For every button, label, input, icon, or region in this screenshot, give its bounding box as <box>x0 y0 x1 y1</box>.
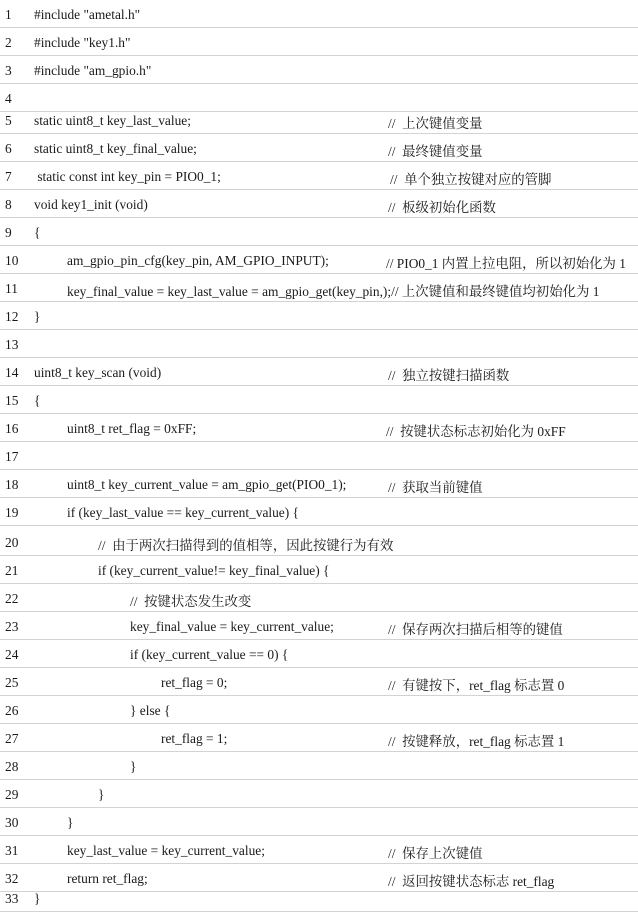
line-number: 16 <box>5 421 19 436</box>
code-line <box>0 162 638 190</box>
code-comment: // 按键释放，ret_flag 标志置 1 <box>388 734 565 749</box>
code-text: ret_flag = 1; <box>161 731 228 746</box>
code-line <box>0 808 638 836</box>
code-comment: // 返回按键状态标志 ret_flag <box>388 874 555 889</box>
line-number: 11 <box>5 281 18 296</box>
code-line <box>0 780 638 808</box>
code-text: uint8_t key_scan (void) <box>34 365 162 380</box>
line-number: 31 <box>5 843 19 858</box>
code-text: key_last_value = key_current_value; <box>67 843 265 858</box>
code-text: key_final_value = key_current_value; <box>130 619 334 634</box>
code-comment: // 有键按下，ret_flag 标志置 0 <box>388 678 565 693</box>
code-comment: // 保存上次键值 <box>388 846 483 861</box>
code-text: ret_flag = 0; <box>161 675 228 690</box>
code-line <box>0 134 638 162</box>
code-text: } <box>130 759 137 774</box>
code-text: if (key_last_value == key_current_value) { <box>67 505 299 520</box>
code-text: } <box>67 815 74 830</box>
code-line <box>0 274 638 302</box>
line-number: 27 <box>5 731 19 746</box>
code-text: am_gpio_pin_cfg(key_pin, AM_GPIO_INPUT); <box>67 253 329 268</box>
code-comment: // 获取当前键值 <box>388 480 483 495</box>
code-line <box>0 302 638 330</box>
line-number: 30 <box>5 815 19 830</box>
code-line <box>0 556 638 584</box>
line-number: 13 <box>5 337 19 352</box>
code-line <box>0 884 638 912</box>
code-text: #include "am_gpio.h" <box>34 63 152 78</box>
line-number: 32 <box>5 871 19 886</box>
code-line <box>0 668 638 696</box>
line-number: 8 <box>5 197 12 212</box>
line-number: 22 <box>5 591 19 606</box>
code-line <box>0 696 638 724</box>
code-text: static const int key_pin = PIO0_1; <box>34 169 221 184</box>
line-number: 9 <box>5 225 12 240</box>
line-number: 4 <box>5 91 12 106</box>
code-text: } <box>34 891 41 906</box>
code-text: // 由于两次扫描得到的值相等，因此按键行为有效 <box>98 538 394 553</box>
code-text: #include "ametal.h" <box>34 7 141 22</box>
code-comment: // 上次键值变量 <box>388 116 483 131</box>
line-number: 25 <box>5 675 19 690</box>
line-number: 26 <box>5 703 19 718</box>
code-line <box>0 0 638 28</box>
code-line <box>0 28 638 56</box>
code-text: { <box>34 393 41 408</box>
code-line <box>0 612 638 640</box>
code-line <box>0 470 638 498</box>
line-number: 19 <box>5 505 19 520</box>
code-line <box>0 330 638 358</box>
code-comment: // 单个独立按键对应的管脚 <box>390 172 552 187</box>
code-line <box>0 498 638 526</box>
code-line <box>0 190 638 218</box>
code-text: void key1_init (void) <box>34 197 148 212</box>
code-line <box>0 414 638 442</box>
line-number: 21 <box>5 563 19 578</box>
code-comment: // 按键状态标志初始化为 0xFF <box>386 424 566 439</box>
line-number: 23 <box>5 619 19 634</box>
code-text: static uint8_t key_last_value; <box>34 113 191 128</box>
code-text: static uint8_t key_final_value; <box>34 141 197 156</box>
code-line <box>0 106 638 134</box>
code-line <box>0 386 638 414</box>
code-text: #include "key1.h" <box>34 35 131 50</box>
code-line <box>0 752 638 780</box>
code-comment: // 独立按键扫描函数 <box>388 368 510 383</box>
line-number: 24 <box>5 647 19 662</box>
code-text: return ret_flag; <box>67 871 148 886</box>
code-text: } <box>34 309 41 324</box>
code-text: if (key_current_value!= key_final_value) { <box>98 563 330 578</box>
line-number: 28 <box>5 759 19 774</box>
code-text: if (key_current_value == 0) { <box>130 647 289 662</box>
line-number: 1 <box>5 7 12 22</box>
code-line <box>0 56 638 84</box>
code-text: // 按键状态发生改变 <box>130 594 252 609</box>
code-comment: // 最终键值变量 <box>388 144 483 159</box>
code-line <box>0 218 638 246</box>
code-comment: // 保存两次扫描后相等的键值 <box>388 622 563 637</box>
code-text: uint8_t ret_flag = 0xFF; <box>67 421 197 436</box>
code-line <box>0 246 638 274</box>
code-line <box>0 724 638 752</box>
line-number: 12 <box>5 309 19 324</box>
line-number: 29 <box>5 787 19 802</box>
line-number: 7 <box>5 169 12 184</box>
line-number: 14 <box>5 365 19 380</box>
line-number: 5 <box>5 113 12 128</box>
code-line <box>0 442 638 470</box>
code-comment: // 板级初始化函数 <box>388 200 496 215</box>
line-number: 6 <box>5 141 12 156</box>
line-number: 20 <box>5 535 19 550</box>
code-line <box>0 358 638 386</box>
line-number: 33 <box>5 891 19 906</box>
code-text: } <box>98 787 105 802</box>
code-text: key_final_value = key_last_value = am_gpio_get(key_pin,);// 上次键值和最终键值均初始化为 1 <box>67 284 600 299</box>
code-line <box>0 528 638 556</box>
line-number: 15 <box>5 393 19 408</box>
line-number: 2 <box>5 35 12 50</box>
line-number: 10 <box>5 253 19 268</box>
code-text: { <box>34 225 41 240</box>
code-text: uint8_t key_current_value = am_gpio_get(PIO0_1); <box>67 477 347 492</box>
code-line <box>0 640 638 668</box>
line-number: 17 <box>5 449 19 464</box>
code-line <box>0 836 638 864</box>
line-number: 18 <box>5 477 19 492</box>
line-number: 3 <box>5 63 12 78</box>
code-line <box>0 584 638 612</box>
code-text: } else { <box>130 703 171 718</box>
code-comment: // PIO0_1 内置上拉电阻，所以初始化为 1 <box>386 256 626 271</box>
